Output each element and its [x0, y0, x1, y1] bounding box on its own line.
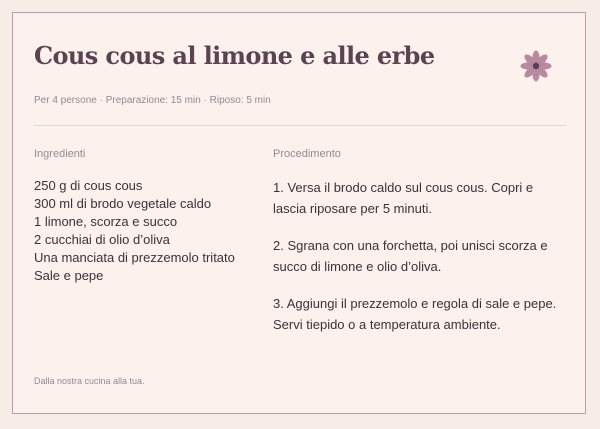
- step-item: 2. Sgrana con una forchetta, poi unisci scorza e succo di limone e olio d’oliva.: [273, 238, 548, 274]
- ingredient-item: 250 g di cous cous: [34, 178, 143, 193]
- ingredient-item: 1 limone, scorza e succo: [34, 214, 178, 229]
- recipe-title: Cous cous al limone e alle erbe: [34, 41, 435, 70]
- ingredient-item: Sale e pepe: [34, 268, 104, 283]
- steps-list: [273, 177, 568, 351]
- ingredient-item: 2 cucchiai di olio d’oliva: [34, 232, 170, 247]
- divider: [34, 125, 566, 126]
- ingredients-heading: Ingredienti: [34, 148, 86, 160]
- recipe-meta: Per 4 persone · Preparazione: 15 min · Riposo: 5 min: [34, 95, 271, 106]
- ingredient-item: 300 ml di brodo vegetale caldo: [34, 196, 212, 211]
- steps-heading: Procedimento: [273, 148, 341, 160]
- step-item: 1. Versa il brodo caldo sul cous cous. Copri e lascia riposare per 5 minuti.: [273, 180, 534, 216]
- recipe-card: [12, 12, 586, 414]
- footer-note: Dalla nostra cucina alla tua.: [34, 376, 145, 386]
- ingredient-item: Una manciata di prezzemolo tritato: [34, 250, 235, 265]
- flower-icon: [519, 49, 553, 83]
- ingredients-list: [34, 177, 244, 285]
- step-item: 3. Aggiungi il prezzemolo e regola di sale e pepe. Servi tiepido o a temperatura ambiente.: [273, 296, 557, 332]
